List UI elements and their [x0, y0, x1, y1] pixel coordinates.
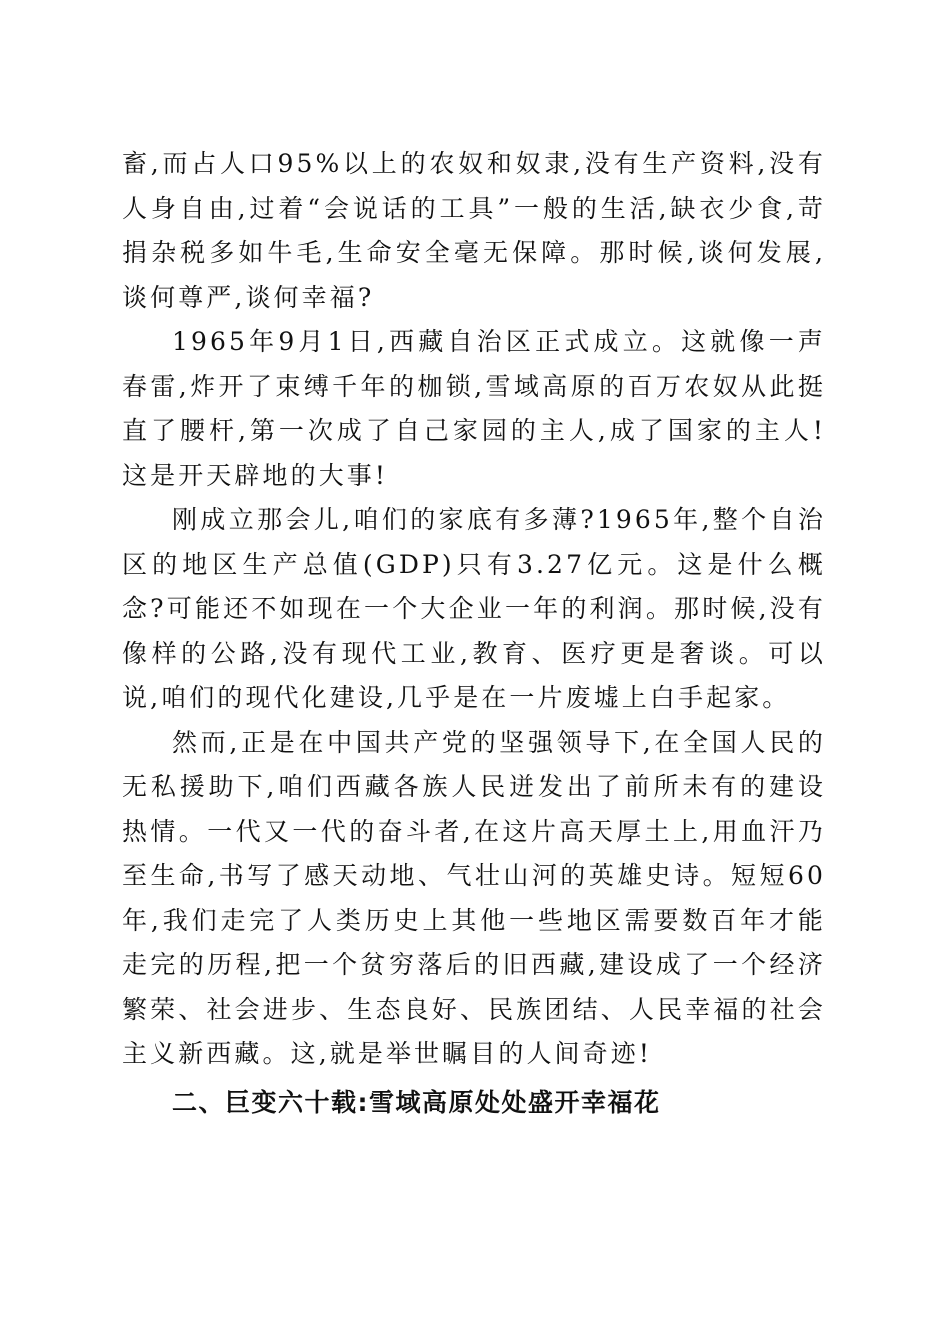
section-heading: 二、巨变六十载:雪域高原处处盛开幸福花	[172, 1088, 661, 1117]
paragraph-4: 然而,正是在中国共产党的坚强领导下,在全国人民的无私援助下,咱们西藏各族人民迸发出了前所未有的建设热情。一代又一代的奋斗者,在这片高天厚土上,用血汗乃至生命,书写了感天动地、气壮山河的英雄史诗。短短60年,我们走完了人类历史上其他一些地区需要数百年才能走完的历程,把一个贫穷落后的旧西藏,建设成了一个经济繁荣、社会进步、生态良好、民族团结、人民幸福的社会主义新西藏。这,就是举世瞩目的人间奇迹!	[122, 727, 826, 1068]
body-text	[122, 142, 826, 1077]
paragraph-3: 刚成立那会儿,咱们的家底有多薄?1965年,整个自治区的地区生产总值(GDP)只有3.27亿元。这是什么概念?可能还不如现在一个大企业一年的利润。那时候,没有像样的公路,没有现代工业,教育、医疗更是奢谈。可以说,咱们的现代化建设,几乎是在一片废墟上白手起家。	[122, 505, 826, 712]
paragraph-2: 1965年9月1日,西藏自治区正式成立。这就像一声春雷,炸开了束缚千年的枷锁,雪域高原的百万农奴从此挺直了腰杆,第一次成了自己家园的主人,成了国家的主人!这是开天辟地的大事!	[122, 327, 826, 490]
paragraph-1: 畜,而占人口95%以上的农奴和奴隶,没有生产资料,没有人身自由,过着“会说话的工具”一般的生活,缺衣少食,苛捐杂税多如牛毛,生命安全毫无保障。那时候,谈何发展,谈何尊严,谈何幸福?	[122, 149, 826, 312]
